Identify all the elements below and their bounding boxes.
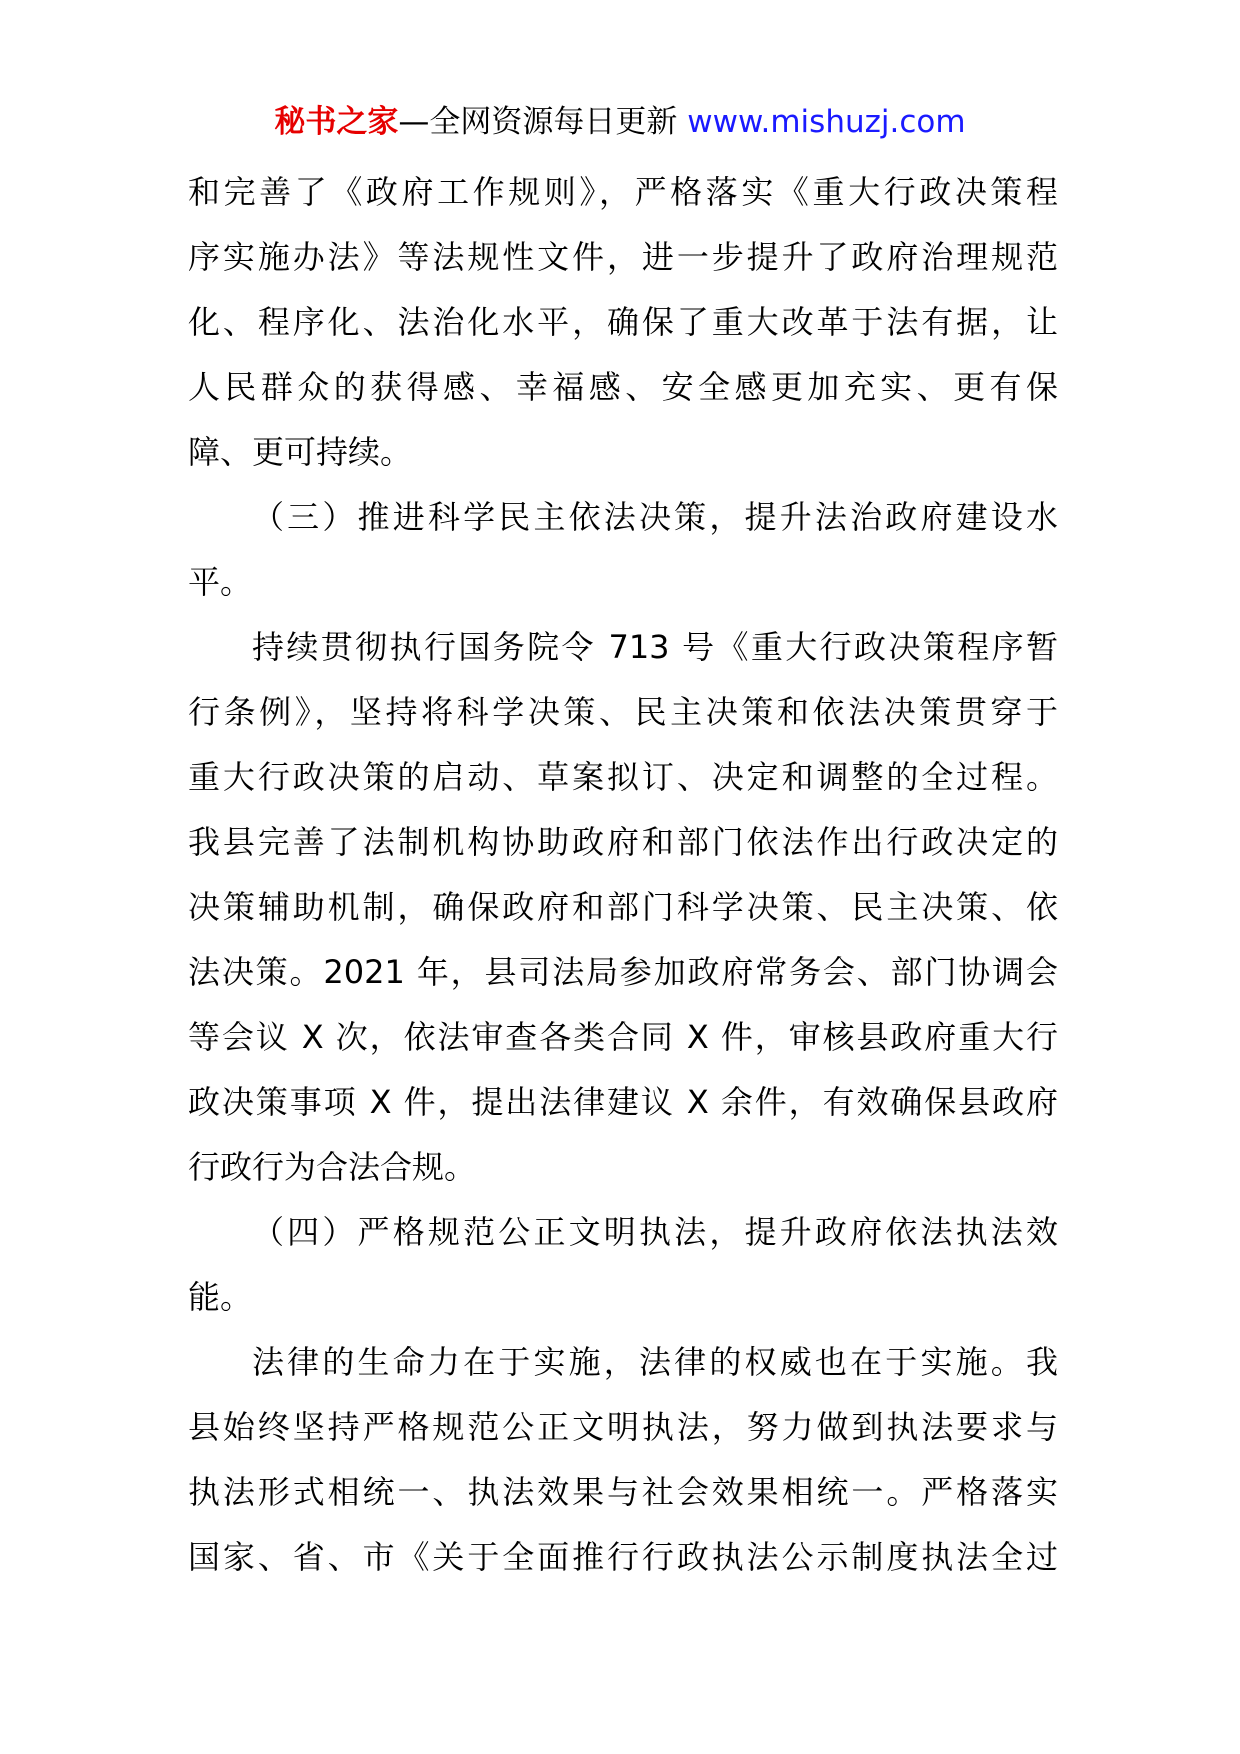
text-line: 决策辅助机制，确保政府和部门科学决策、民主决策、依 bbox=[188, 888, 1058, 926]
section-heading-line: （四）严格规范公正文明执法，提升政府依法执法效 bbox=[252, 1213, 1058, 1251]
section-heading-line: 能。 bbox=[188, 1278, 253, 1316]
text-line: 人民群众的获得感、幸福感、安全感更加充实、更有保 bbox=[188, 368, 1058, 406]
text-line: 化、程序化、法治化水平，确保了重大改革于法有据，让 bbox=[188, 303, 1058, 341]
text-line: 法律的生命力在于实施，法律的权威也在于实施。我 bbox=[252, 1343, 1058, 1381]
text-line: 法决策。2021 年，县司法局参加政府常务会、部门协调会 bbox=[188, 953, 1058, 991]
text-line: 行政行为合法合规。 bbox=[188, 1148, 477, 1186]
text-line: 我县完善了法制机构协助政府和部门依法作出行政决定的 bbox=[188, 823, 1058, 861]
text-line: 政决策事项 X 件，提出法律建议 X 余件，有效确保县政府 bbox=[188, 1083, 1058, 1121]
section-heading-line: 平。 bbox=[188, 563, 253, 601]
text-line: 等会议 X 次，依法审查各类合同 X 件，审核县政府重大行 bbox=[188, 1018, 1058, 1056]
site-brand: 秘书之家 bbox=[274, 104, 399, 140]
text-line: 和完善了《政府工作规则》，严格落实《重大行政决策程 bbox=[188, 173, 1058, 211]
text-line: 国家、省、市《关于全面推行行政执法公示制度执法全过 bbox=[188, 1538, 1058, 1576]
document-body bbox=[188, 160, 1058, 1590]
site-slogan: —全网资源每日更新 bbox=[398, 104, 678, 140]
text-line: 行条例》，坚持将科学决策、民主决策和依法决策贯穿于 bbox=[188, 693, 1058, 731]
site-url[interactable]: www.mishuzj.com bbox=[687, 104, 966, 140]
text-line: 县始终坚持严格规范公正文明执法，努力做到执法要求与 bbox=[188, 1408, 1058, 1446]
text-line: 重大行政决策的启动、草案拟订、决定和调整的全过程。 bbox=[188, 758, 1058, 796]
site-header bbox=[0, 102, 1240, 142]
section-heading-line: （三）推进科学民主依法决策，提升法治政府建设水 bbox=[252, 498, 1058, 536]
text-line: 序实施办法》等法规性文件，进一步提升了政府治理规范 bbox=[188, 238, 1058, 276]
text-line: 持续贯彻执行国务院令 713 号《重大行政决策程序暂 bbox=[252, 628, 1058, 666]
text-line: 执法形式相统一、执法效果与社会效果相统一。严格落实 bbox=[188, 1473, 1058, 1511]
text-line: 障、更可持续。 bbox=[188, 433, 413, 471]
